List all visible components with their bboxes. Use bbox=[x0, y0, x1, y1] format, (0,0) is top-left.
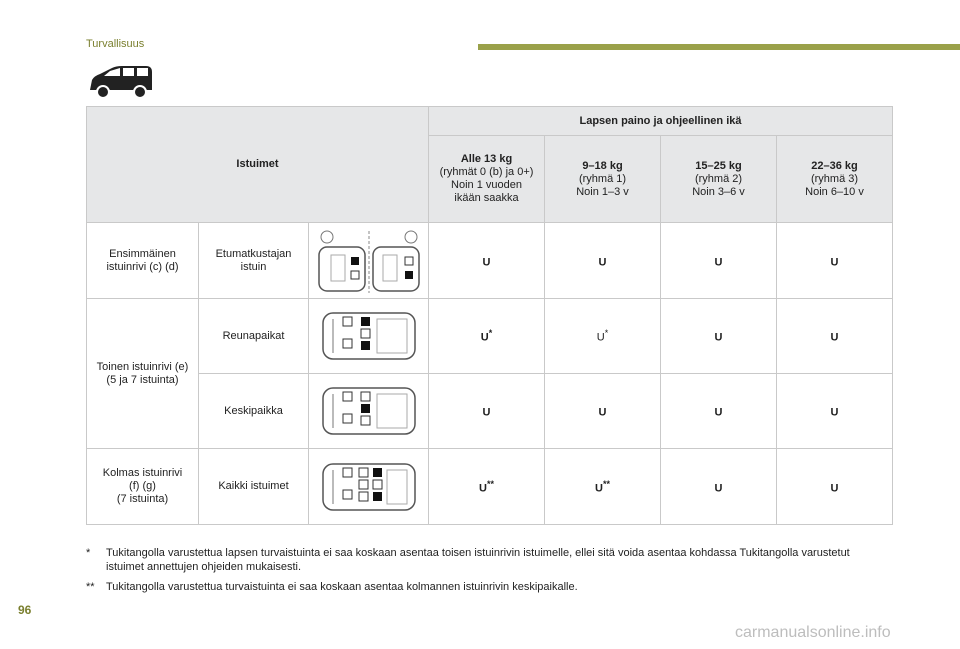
footnote-text: Tukitangolla varustettua turvaistuinta ei saa koskaan asentaa kolmannen istuinrivin keskipaikalle. bbox=[106, 581, 578, 593]
value-cell: U bbox=[777, 299, 893, 374]
section-title: Turvallisuus bbox=[86, 38, 145, 50]
table-row bbox=[87, 374, 893, 449]
value-cell: U* bbox=[545, 299, 661, 374]
seat-diagram-front bbox=[309, 223, 429, 299]
table-row bbox=[87, 449, 893, 525]
value-cell: U bbox=[429, 223, 545, 299]
car-icon bbox=[86, 62, 156, 102]
value-cell: U bbox=[545, 374, 661, 449]
seat-diagram-second-center bbox=[309, 374, 429, 449]
seat-diagram-third bbox=[309, 449, 429, 525]
row-label: Ensimmäinen istuinrivi (c) (d) bbox=[87, 223, 199, 299]
value-cell: U bbox=[661, 374, 777, 449]
seats-header: Istuimet bbox=[87, 107, 429, 223]
seat-diagram-second-outer bbox=[309, 299, 429, 374]
second-row-outer-diagram-icon bbox=[319, 309, 419, 363]
group-0-header: Alle 13 kg (ryhmät 0 (b) ja 0+) Noin 1 vuoden ikään saakka bbox=[429, 136, 545, 223]
footnote-marker: * bbox=[86, 547, 91, 559]
page-number: 96 bbox=[18, 603, 32, 617]
watermark: carmanualsonline.info bbox=[735, 624, 891, 641]
value-cell: U bbox=[661, 223, 777, 299]
footnote bbox=[86, 580, 886, 594]
value-cell: U bbox=[661, 449, 777, 525]
value-cell: U** bbox=[429, 449, 545, 525]
value-cell: U* bbox=[429, 299, 545, 374]
seat-label: Keskipaikka bbox=[199, 374, 309, 449]
row-label: Toinen istuinrivi (e) (5 ja 7 istuinta) bbox=[87, 299, 199, 449]
value-cell: U bbox=[777, 449, 893, 525]
footnote bbox=[86, 546, 886, 574]
value-cell: U bbox=[545, 223, 661, 299]
value-cell: U bbox=[661, 299, 777, 374]
value-cell: U bbox=[777, 374, 893, 449]
header-rule bbox=[478, 44, 960, 50]
value-cell: U bbox=[777, 223, 893, 299]
weight-header: Lapsen paino ja ohjeellinen ikä bbox=[429, 107, 893, 136]
group-2-header: 15–25 kg (ryhmä 2) Noin 3–6 v bbox=[661, 136, 777, 223]
table-row bbox=[87, 223, 893, 299]
value-cell: U** bbox=[545, 449, 661, 525]
front-seats-diagram-icon bbox=[313, 227, 425, 295]
table-row bbox=[87, 299, 893, 374]
third-row-diagram-icon bbox=[319, 460, 419, 514]
seat-label: Kaikki istuimet bbox=[199, 449, 309, 525]
row-label: Kolmas istuinrivi (f) (g) (7 istuinta) bbox=[87, 449, 199, 525]
second-row-center-diagram-icon bbox=[319, 384, 419, 438]
group-1-header: 9–18 kg (ryhmä 1) Noin 1–3 v bbox=[545, 136, 661, 223]
footnotes bbox=[86, 546, 886, 600]
group-3-header: 22–36 kg (ryhmä 3) Noin 6–10 v bbox=[777, 136, 893, 223]
footnote-text: Tukitangolla varustettua lapsen turvaistuinta ei saa koskaan asentaa toisen istuinrivin istuimelle, ellei sitä voida asentaa kohdassa Tukitangolla varustetut istuimet annettujen ohjeiden mukaisesti. bbox=[106, 547, 850, 573]
seat-label: Etumatkustajan istuin bbox=[199, 223, 309, 299]
value-cell: U bbox=[429, 374, 545, 449]
child-seat-table bbox=[86, 106, 893, 525]
footnote-marker: ** bbox=[86, 581, 95, 593]
seat-label: Reunapaikat bbox=[199, 299, 309, 374]
